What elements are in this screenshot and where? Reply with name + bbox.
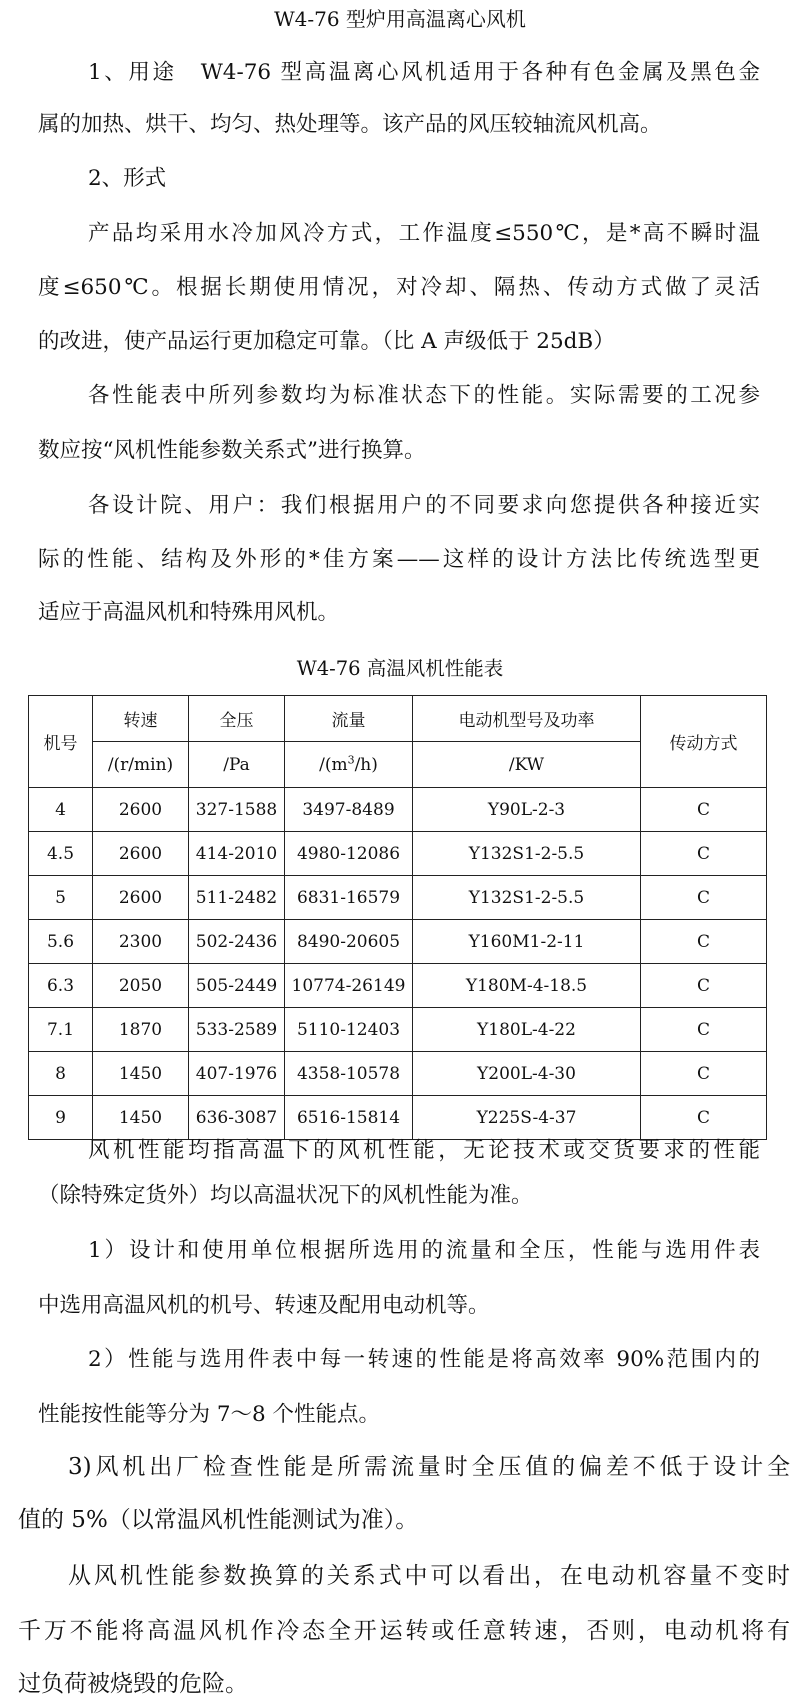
paragraph-standard-line2: 数应按“风机性能参数关系式”进行换算。 [38, 438, 426, 463]
cell-drive: C [641, 876, 767, 920]
cell-pressure: 407-1976 [189, 1052, 285, 1096]
cell-drive: C [641, 1008, 767, 1052]
table-row [29, 920, 767, 964]
cell-machine-no: 9 [29, 1096, 93, 1140]
cell-machine-no: 4.5 [29, 832, 93, 876]
warning-line1: 从风机性能参数换算的关系式中可以看出，在电动机容量不变时 [68, 1563, 790, 1589]
cell-pressure: 533-2589 [189, 1008, 285, 1052]
cell-flow: 10774-26149 [285, 964, 413, 1008]
cell-speed: 2300 [93, 920, 189, 964]
paragraph-design-line2: 际的性能、结构及外形的*佳方案——这样的设计方法比传统选型更 [38, 547, 760, 572]
warning-line2: 千万不能将高温风机作冷态全开运转或任意转速，否则，电动机将有 [18, 1618, 790, 1644]
cell-flow: 6831-16579 [285, 876, 413, 920]
cell-machine-no: 7.1 [29, 1008, 93, 1052]
header-pressure: 全压 [189, 696, 285, 742]
cell-drive: C [641, 788, 767, 832]
header-flow: 流量 [285, 696, 413, 742]
note-factory-check-line2: 值的 5%（以常温风机性能测试为准）。 [18, 1507, 419, 1533]
section-heading-form: 2、形式 [88, 166, 167, 191]
table-header-row-top [29, 696, 767, 742]
cell-motor: Y90L-2-3 [413, 788, 641, 832]
cell-flow: 8490-20605 [285, 920, 413, 964]
header-machine-no: 机号 [29, 696, 93, 788]
table-row [29, 1008, 767, 1052]
cell-drive: C [641, 1096, 767, 1140]
cell-pressure: 511-2482 [189, 876, 285, 920]
cell-speed: 2600 [93, 876, 189, 920]
document-title: W4-76 型炉用高温离心风机 [274, 7, 526, 31]
cell-speed: 2600 [93, 832, 189, 876]
header-pressure-unit: /Pa [189, 742, 285, 788]
table-row [29, 1096, 767, 1140]
header-speed: 转速 [93, 696, 189, 742]
cell-motor: Y132S1-2-5.5 [413, 876, 641, 920]
cell-machine-no: 5 [29, 876, 93, 920]
cell-pressure: 414-2010 [189, 832, 285, 876]
paragraph-design-line3: 适应于高温风机和特殊用风机。 [38, 600, 340, 625]
cell-pressure: 505-2449 [189, 964, 285, 1008]
cell-drive: C [641, 964, 767, 1008]
cell-motor: Y225S-4-37 [413, 1096, 641, 1140]
note-high-temp-line2: （除特殊定货外）均以高温状况下的风机性能为准。 [38, 1183, 533, 1208]
note-selection-line2: 中选用高温风机的机号、转速及配用电动机等。 [38, 1293, 490, 1318]
cell-speed: 1450 [93, 1052, 189, 1096]
cell-motor: Y180M-4-18.5 [413, 964, 641, 1008]
paragraph-usage-line2: 属的加热、烘干、均匀、热处理等。该产品的风压较轴流风机高。 [38, 112, 662, 137]
paragraph-design-line1: 各设计院、用户：我们根据用户的不同要求向您提供各种接近实 [88, 493, 760, 518]
cell-flow: 5110-12403 [285, 1008, 413, 1052]
header-flow-unit: $/(m^3/h)$ [285, 742, 413, 788]
cell-speed: 1870 [93, 1008, 189, 1052]
paragraph-standard-line1: 各性能表中所列参数均为标准状态下的性能。实际需要的工况参 [88, 383, 760, 408]
table-row [29, 788, 767, 832]
table-row [29, 876, 767, 920]
note-selection-line1: 1）设计和使用单位根据所选用的流量和全压，性能与选用件表 [88, 1238, 760, 1263]
cell-machine-no: 6.3 [29, 964, 93, 1008]
cell-motor: Y180L-4-22 [413, 1008, 641, 1052]
paragraph-form-line1: 产品均采用水冷加风冷方式，工作温度≤550℃，是*高不瞬时温 [88, 221, 760, 246]
header-motor-unit: /KW [413, 742, 641, 788]
cell-drive: C [641, 920, 767, 964]
cell-speed: 1450 [93, 1096, 189, 1140]
cell-pressure: 327-1588 [189, 788, 285, 832]
cell-speed: 2600 [93, 788, 189, 832]
paragraph-form-line2: 度≤650℃。根据长期使用情况，对冷却、隔热、传动方式做了灵活 [38, 275, 760, 300]
table-row [29, 832, 767, 876]
cell-motor: Y132S1-2-5.5 [413, 832, 641, 876]
warning-line3: 过负荷被烧毁的危险。 [18, 1671, 248, 1697]
cell-speed: 2050 [93, 964, 189, 1008]
header-drive-mode: 传动方式 [641, 696, 767, 788]
cell-machine-no: 8 [29, 1052, 93, 1096]
cell-flow: 4980-12086 [285, 832, 413, 876]
table-row [29, 964, 767, 1008]
header-speed-unit: /(r/min) [93, 742, 189, 788]
table-caption: W4-76 高温风机性能表 [296, 657, 504, 680]
note-factory-check-line1: 3)风机出厂检查性能是所需流量时全压值的偏差不低于设计全 [68, 1454, 790, 1480]
cell-machine-no: 4 [29, 788, 93, 832]
cell-drive: C [641, 1052, 767, 1096]
note-performance-points-line1: 2）性能与选用件表中每一转速的性能是将高效率 90%范围内的 [88, 1347, 760, 1372]
cell-motor: Y200L-4-30 [413, 1052, 641, 1096]
cell-flow: 4358-10578 [285, 1052, 413, 1096]
performance-table [28, 695, 767, 1140]
note-high-temp-line1: 风机性能均指高温下的风机性能，无论技术或交货要求的性能 [88, 1138, 760, 1163]
cell-drive: C [641, 832, 767, 876]
note-performance-points-line2: 性能按性能等分为 7～8 个性能点。 [38, 1402, 381, 1427]
header-motor: 电动机型号及功率 [413, 696, 641, 742]
cell-flow: 6516-15814 [285, 1096, 413, 1140]
cell-pressure: 636-3087 [189, 1096, 285, 1140]
table-row [29, 1052, 767, 1096]
paragraph-form-line3: 的改进，使产品运行更加稳定可靠。（比 A 声级低于 25dB） [38, 329, 615, 354]
paragraph-usage-line1: 1、用途 W4-76 型高温离心风机适用于各种有色金属及黑色金 [88, 60, 760, 85]
cell-machine-no: 5.6 [29, 920, 93, 964]
cell-pressure: 502-2436 [189, 920, 285, 964]
cell-flow: 3497-8489 [285, 788, 413, 832]
cell-motor: Y160M1-2-11 [413, 920, 641, 964]
